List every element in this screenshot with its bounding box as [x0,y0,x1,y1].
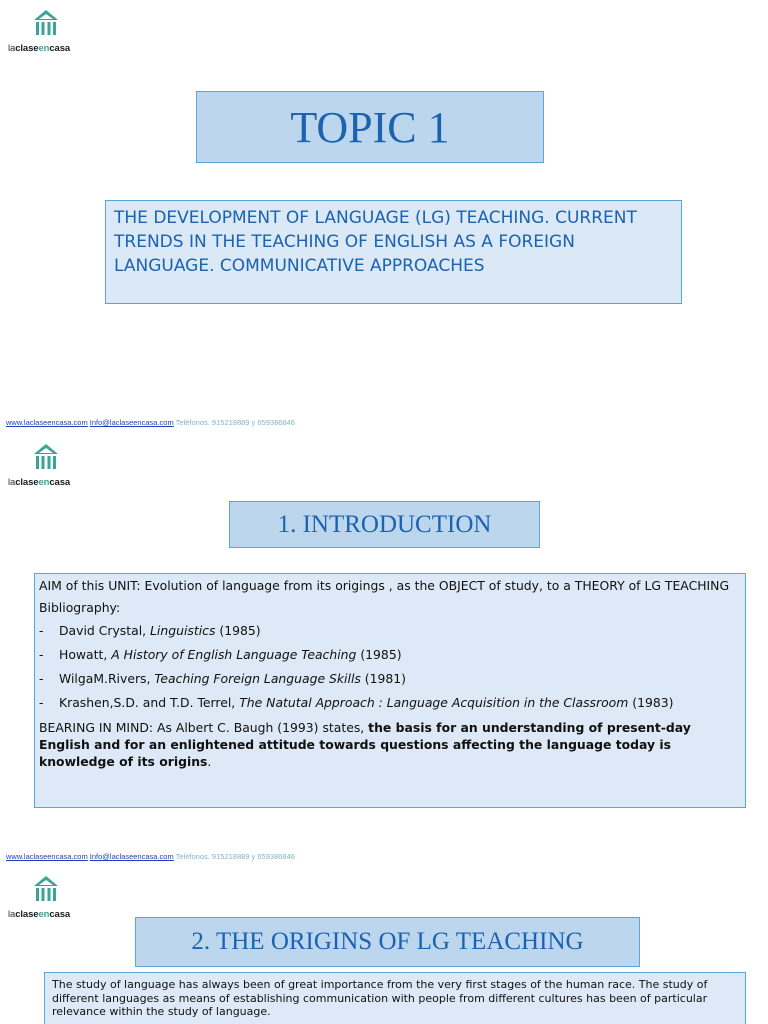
brand-logo [6,6,86,56]
origins-text: The study of language has always been of great importance from the very first stages of the human race. The study of different languages as means of establishing communication with people from different cultures has been of particular relevance within the study of language. [52,978,708,1018]
website-link[interactable]: www.laclaseencasa.com [6,418,88,427]
introduction-title-box [229,501,540,548]
footer-contact [6,852,295,861]
building-icon [33,9,59,39]
email-link[interactable]: Info@laclaseencasa.com [89,852,174,861]
footer-contact [6,418,295,427]
brand-logo [6,872,86,922]
email-link[interactable]: Info@laclaseencasa.com [89,418,174,427]
topic-title-box [196,91,544,163]
introduction-title: 1. INTRODUCTION [277,510,492,538]
topic-subtitle: THE DEVELOPMENT OF LANGUAGE (LG) TEACHING. CURRENT TRENDS IN THE TEACHING OF ENGLISH AS A FOREIGN LANGUAGE. COMMUNICATIVE APPROACHES [114,208,637,276]
bibliography-item: - WilgaM.Rivers, Teaching Foreign Language Skills (1981) [39,671,406,686]
bibliography-item: - David Crystal, Linguistics (1985) [39,623,261,638]
bibliography-item: - Howatt, A History of English Language Teaching (1985) [39,647,402,662]
aim-text: AIM of this UNIT: Evolution of language from its origings , as the OBJECT of study, to a THEORY of LG TEACHING [39,578,730,593]
bearing-in-mind-text: BEARING IN MIND: As Albert C. Baugh (1993) states, the basis for an understanding of present-day English and for an enlightened attitude towards questions affecting the language today is knowledge of its origins. [39,720,691,769]
brand-name: laclaseencasa [8,477,71,488]
origins-title-box [135,917,640,967]
building-icon [33,875,59,905]
origins-title: 2. THE ORIGINS OF LG TEACHING [191,928,584,955]
building-icon [33,443,59,473]
brand-logo [6,440,86,490]
introduction-content [34,573,746,808]
brand-name: laclaseencasa [8,909,71,920]
topic-subtitle-box [105,200,682,304]
brand-name: laclaseencasa [8,43,71,54]
bibliography-label: Bibliography: [39,600,121,615]
phones-text: Teléfonos. 915218889 y 659386846 [175,418,295,427]
bibliography-item: - Krashen,S.D. and T.D. Terrel, The Natutal Approach : Language Acquisition in the Classroom (1983) [39,695,674,710]
origins-content [44,972,746,1024]
website-link[interactable]: www.laclaseencasa.com [6,852,88,861]
phones-text: Teléfonos. 915218889 y 659386846 [175,852,295,861]
topic-title: TOPIC 1 [290,102,450,152]
